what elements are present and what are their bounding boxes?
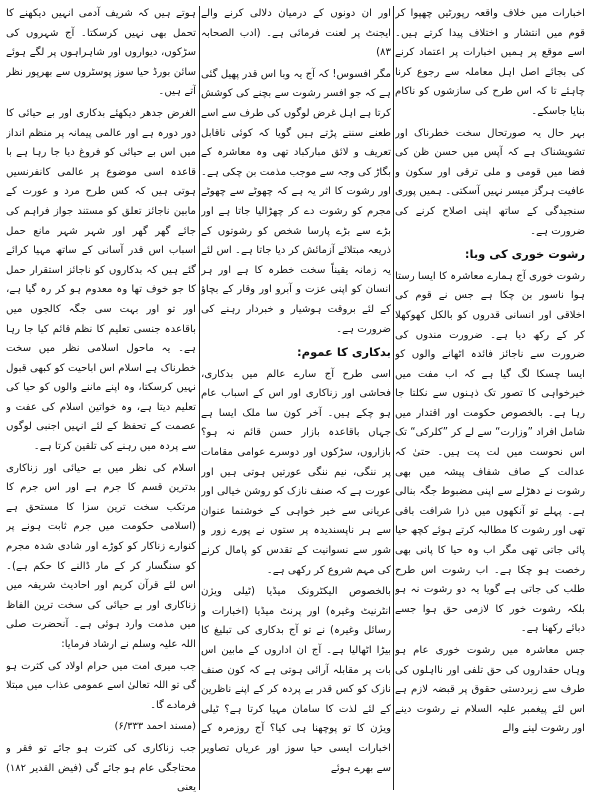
hadith-quote: جب میری امت میں حرام اولاد کی کثرت ہو گی تو اللہ تعالیٰ اسے عمومی عذاب میں مبتلا فرمادے گا۔ (6, 660, 196, 711)
paragraph: اخبارات میں خلاف واقعہ رپورٹیں چھپوا کر قوم میں انتشار و اختلاف پیدا کرتے ہیں۔ اسے موقع پر ہمیں اخبارات پر اعتماد کرنے کی بجائے اصل اہل معاملہ سے رجوع کرنا چاہئے تا کہ اس طرح کی سازشوں کو ناکام بنایا جاسکے۔ (395, 8, 585, 117)
paragraph: اور ان دونوں کے درمیان دلالی کرنے والے ایجنٹ پر لعنت فرمائی ہے۔ (ادب الصحابہ ۸۳) (201, 8, 391, 59)
paragraph: الغرض جدھر دیکھئے بدکاری اور بے حیائی کا دور دورہ ہے اور عالمی پیمانہ پر منظم انداز میں اس بے حیائی کو فروغ دیا جا رہا ہے با قاعدہ اسی موضوع پر عالمی کانفرنسیں ہوتی ہیں کہ کس طرح مرد و عورت کے مابین ناجائز تعلق کو مستند جواز فراہم کی جائے گھر گھر اور شہر شہر مانع حمل اسباب اس قدر آسانی کے ساتھ مہیا کرائے گئے ہیں کہ بدکاروں کو ناجائز استقرار حمل کا جو خوف تھا وہ معدوم ہو کر رہ گیا ہے، اور تو اور بہت سی جگہ کالجوں میں باقاعدہ جنسی تعلیم کا نظم قائم کیا جا رہا ہے۔ یہ ماحول اسلامی نظر میں سخت خطرناک ہے اسلام اس اباحیت کو کبھی قبول نہیں کرسکتا، وہ اپنے ماننے والوں کو حیا کی تعلیم دیتا ہے، وہ خواتین اسلام کی عفت و عصمت کے تحفظ کے لئے انہیں اجنبی لوگوں سے پردہ میں رہنے کی تلقین کرتا ہے۔ (6, 107, 196, 453)
paragraph: اسلام کی نظر میں بے حیائی اور زناکاری بدترین قسم کا جرم ہے اور اس جرم کا مرتکب سخت ترین سزا کا مستحق ہے (اسلامی حکومت میں جرم ثابت ہونے پر کنوارے زناکار کو کوڑے اور شادی شدہ مجرم کو سنگسار کر کے مار ڈالنے کا حکم ہے)۔ اس لئے قرآن کریم اور احادیث شریفہ میں زناکاری اور بے حیائی کی سخت ترین الفاظ میں مذمت وارد ہوئی ہے۔ آنحضرت صلی اللہ علیہ وسلم نے ارشاد فرمایا: (6, 462, 196, 650)
paragraph: بہر حال یہ صورتحال سخت خطرناک اور تشویشناک ہے کہ آپس میں حسن ظن کی فضا میں قومی و ملی ترقی اور سکون و عافیت ہرگز میسر نہیں آسکتی۔ ہمیں پوری سنجیدگی کے ساتھ اپنی اصلاح کرنے کی ضرورت ہے۔ (395, 127, 585, 237)
section-heading: بدکاری کا عموم: (297, 345, 391, 360)
column-divider (393, 6, 394, 790)
column-right (395, 4, 585, 794)
paragraph: رشوت خوری آج ہمارے معاشرہ کا ایسا رستا ہوا ناسور بن چکا ہے جس نے قوم کی اخلاقی اور انسانی قدروں کو بالکل کھوکھلا کر کے رکھ دیا ہے۔ ضرورت مندوں کی ضرورت سے ناجائز فائدہ اٹھانے والوں کو ایسا چسکا لگ گیا ہے کہ اب مفت میں خیرخواہی کا تصور تک ذہنوں سے نکلتا جا رہا ہے۔ بالخصوص حکومت اور اقتدار میں شامل افراد ”وزارت“ سے لے کر ”کلرکی“ تک اس نحوست میں لت پت ہیں۔ حتیٰ کہ عدالت کے صاف شفاف پیشہ میں بھی رشوت نے دھڑلے سے اپنی مضبوط جگہ بنالی ہے۔ پہلے تو آنکھوں میں ذرا شرافت باقی تھی اور رشوت کا مطالبہ کرتے ہوئے کچھ حیا پائی جاتی تھی مگر اب وہ حیا کا پانی بھی رخصت ہو چکا ہے۔ اب رشوت اس طرح طلب کی جاتی ہے گویا یہ دو رشوت نہ ہو بلکہ رشوت خور کا لازمی حق ہوا جسے دبائے رکھنا ہے۔ (395, 270, 585, 635)
hadith-reference: (مسند احمد ۶/۳۳۳) (114, 721, 196, 733)
section-heading: رشوت خوری کی وبا: (464, 247, 585, 262)
hadith-quote: جب زناکاری کی کثرت ہو جائے تو فقر و محتاجگی عام ہو جائے گی (فیض القدیر ۱۸۲) یعنی (6, 742, 196, 794)
column-left (6, 4, 196, 794)
column-divider (199, 6, 200, 790)
paragraph: مگر افسوس! کہ آج یہ وبا اس قدر پھیل گئی ہے کہ جو افسر رشوت سے بچنے کی کوشش کرتا ہے اہل غرض لوگوں کی طرف سے اسے طعنے سننے پڑتے ہیں گویا کہ کوئی ناقابل تعریف و لائق مبارکباد تھی وہ معاشرہ کے بگاڑ کی وجہ سے موجب مذمت بن چکی ہے۔ اور رشوت کا اثر یہ ہے کہ چھوٹے سے چھوٹے مجرم کو رشوت دے کر چھڑالیا جاتا ہے اور بڑے سے بڑے پارسا شخص کو رشوتوں کے ذریعہ مبتلائے آزمائش کر دیا جاتا ہے۔ اس لئے یہ زمانہ یقیناً سخت خطرہ کا ہے اور ہر انسان کو اپنی عزت و آبرو اور وقار کے بچاؤ کے لئے بروقت ہوشیار و خبردار رہنے کی ضرورت ہے۔ (201, 68, 391, 335)
paragraph: بالخصوص الیکٹرونک میڈیا (ٹیلی ویژن انٹرنیٹ وغیرہ) اور پرنٹ میڈیا (اخبارات و رسائل وغیرہ) نے تو آج بدکاری کی تبلیغ کا بیڑا اٹھالیا ہے۔ آج ان اداروں کے مابین اس بات پر مقابلہ آرائی ہوتی ہے کہ کون صنف نازک کو کس قدر بے پردہ کر کے اپنے ناظرین کے لئے لذت کا سامان مہیا کرتا ہے؟ ٹیلی ویژن کا تو پوچھنا ہی کیا؟ آج روزمرہ کے اخبارات ایسی حیا سوز اور عریاں تصاویر سے بھرے ہوئے (201, 586, 391, 774)
paragraph: جس معاشرہ میں رشوت خوری عام ہو وہاں حقداروں کی حق تلفی اور نااہلوں کی طرف سے زبردستی حقوق پر قبضہ لازم ہے اس لئے پیغمبر علیہ السلام نے رشوت دینے اور رشوت لینے والے (395, 645, 585, 735)
column-middle (201, 4, 391, 794)
paragraph: ہوتے ہیں کہ شریف آدمی انہیں دیکھنے کا تحمل بھی نہیں کرسکتا۔ آج شہروں کی سڑکوں، دیواروں اور شاہراہوں پر لگے ہوئے سائن بورڈ حیا سوز پوسٹروں سے بھرپور نظر آتے ہیں۔ (6, 8, 196, 98)
paragraph: اسی طرح آج سارے عالم میں بدکاری، فحاشی اور زناکاری اور اس کے اسباب عام ہو چکے ہیں۔ آخر کون سا ملک ایسا ہے جہاں باقاعدہ بازار حسن قائم نہ ہو؟ بازاروں، سڑکوں اور دوسرے عوامی مقامات پر ننگی، نیم ننگی عورتیں ہوتی ہیں اور عورت ہے کہ صنف نازک کو روشن خیالی اور عریانی سے خیر خواہی کے خوشنما عنوان سے ہر ناپسندیدہ پر ستوں نے پورے زور و شور سے نسوانیت کے تقدس کو پامال کرنے کی مہم شروع کر رکھی ہے۔ (201, 368, 391, 576)
